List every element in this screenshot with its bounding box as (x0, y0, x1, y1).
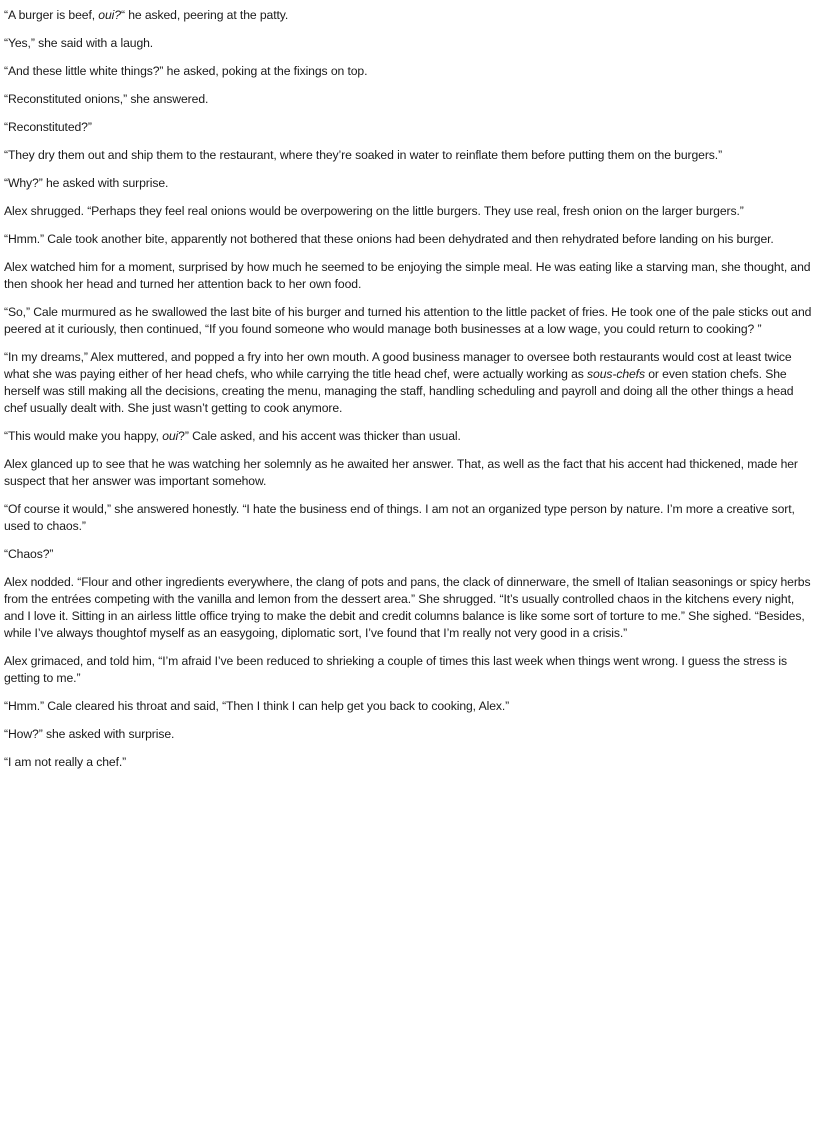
text-run: “A burger is beef, (4, 8, 99, 22)
paragraph (4, 546, 812, 563)
paragraph (4, 259, 812, 293)
text-run: “How?” she asked with surprise. (4, 727, 175, 741)
paragraph (4, 698, 812, 715)
text-run: “Reconstituted?” (4, 120, 92, 134)
paragraph (4, 7, 812, 24)
text-run: “Why?” he asked with surprise. (4, 176, 169, 190)
italic-text: sous-chefs (587, 367, 645, 381)
text-run: Alex grimaced, and told him, “I’m afraid I’ve been reduced to shrieking a couple of times this last week when things went wrong. I guess the stress is getting to me.” (4, 654, 787, 685)
text-run: “Reconstituted onions,” she answered. (4, 92, 209, 106)
paragraph (4, 91, 812, 108)
paragraph (4, 349, 812, 417)
paragraph (4, 175, 812, 192)
paragraph (4, 653, 812, 687)
text-run: “I am not really a chef.” (4, 755, 127, 769)
paragraph (4, 574, 812, 642)
text-run: “This would make you happy, (4, 429, 163, 443)
paragraph (4, 231, 812, 248)
text-run: Alex nodded. “Flour and other ingredients everywhere, the clang of pots and pans, the clack of dinnerware, the smell of Italian seasonings or spicy herbs from the entrées competing with the vanilla and lemon from the dessert area.” She shrugged. “It’s usually controlled chaos in the kitchens every night, and I love it. Sitting in an airless little office trying to make the debit and credit columns balance is like some sort of torture to me.” She sighed. “Besides, while I’ve always thoughtof myself as an easygoing, diplomatic sort, I’ve found that I’m really not very good in a crisis.” (4, 575, 811, 640)
text-run: “Hmm.” Cale cleared his throat and said, “Then I think I can help get you back to cooking, Alex.” (4, 699, 510, 713)
paragraph (4, 147, 812, 164)
paragraph (4, 456, 812, 490)
text-run: “So,” Cale murmured as he swallowed the last bite of his burger and turned his attention to the little packet of fries. He took one of the pale sticks out and peered at it curiously, then continued, “If you found someone who would manage both businesses at a low wage, you could return to cooking? ” (4, 305, 812, 336)
paragraph (4, 754, 812, 771)
paragraph (4, 203, 812, 220)
text-run: “They dry them out and ship them to the restaurant, where they’re soaked in water to reinflate them before putting them on the burgers.” (4, 148, 723, 162)
text-run: “Chaos?” (4, 547, 54, 561)
text-run: Alex glanced up to see that he was watching her solemnly as he awaited her answer. That, as well as the fact that his accent had thickened, made her suspect that her answer was important somehow. (4, 457, 798, 488)
text-run: ?” Cale asked, and his accent was thicker than usual. (178, 429, 461, 443)
paragraph (4, 501, 812, 535)
text-run: “ he asked, peering at the patty. (120, 8, 289, 22)
text-run: or even station chefs. She herself was still making all the decisions, creating the menu, managing the staff, handling scheduling and payroll and doing all the other things a head chef usually dealt with. She just wasn’t getting to cook anymore. (4, 367, 794, 415)
italic-text: oui (162, 429, 179, 443)
text-run: “And these little white things?” he asked, poking at the fixings on top. (4, 64, 368, 78)
italic-text: oui? (98, 8, 121, 22)
text-run: “Of course it would,” she answered honestly. “I hate the business end of things. I am not an organized type person by nature. I’m more a creative sort, used to chaos.” (4, 502, 795, 533)
paragraph (4, 304, 812, 338)
text-run: “Hmm.” Cale took another bite, apparently not bothered that these onions had been dehydrated and then rehydrated before landing on his burger. (4, 232, 774, 246)
paragraph (4, 63, 812, 80)
text-run: “In my dreams,” Alex muttered, and popped a fry into her own mouth. A good business manager to oversee both restaurants would cost at least twice what she was paying either of her head chefs, who while carrying the title head chef, were actually working as (4, 350, 792, 381)
paragraph (4, 35, 812, 52)
text-body (4, 7, 812, 771)
paragraph (4, 428, 812, 445)
paragraph (4, 726, 812, 743)
text-run: Alex watched him for a moment, surprised by how much he seemed to be enjoying the simple meal. He was eating like a starving man, she thought, and then shook her head and turned her attention back to her own food. (4, 260, 811, 291)
document-page (4, 0, 812, 782)
text-run: Alex shrugged. “Perhaps they feel real onions would be overpowering on the little burgers. They use real, fresh onion on the larger burgers.” (4, 204, 744, 218)
text-run: “Yes,” she said with a laugh. (4, 36, 154, 50)
paragraph (4, 119, 812, 136)
